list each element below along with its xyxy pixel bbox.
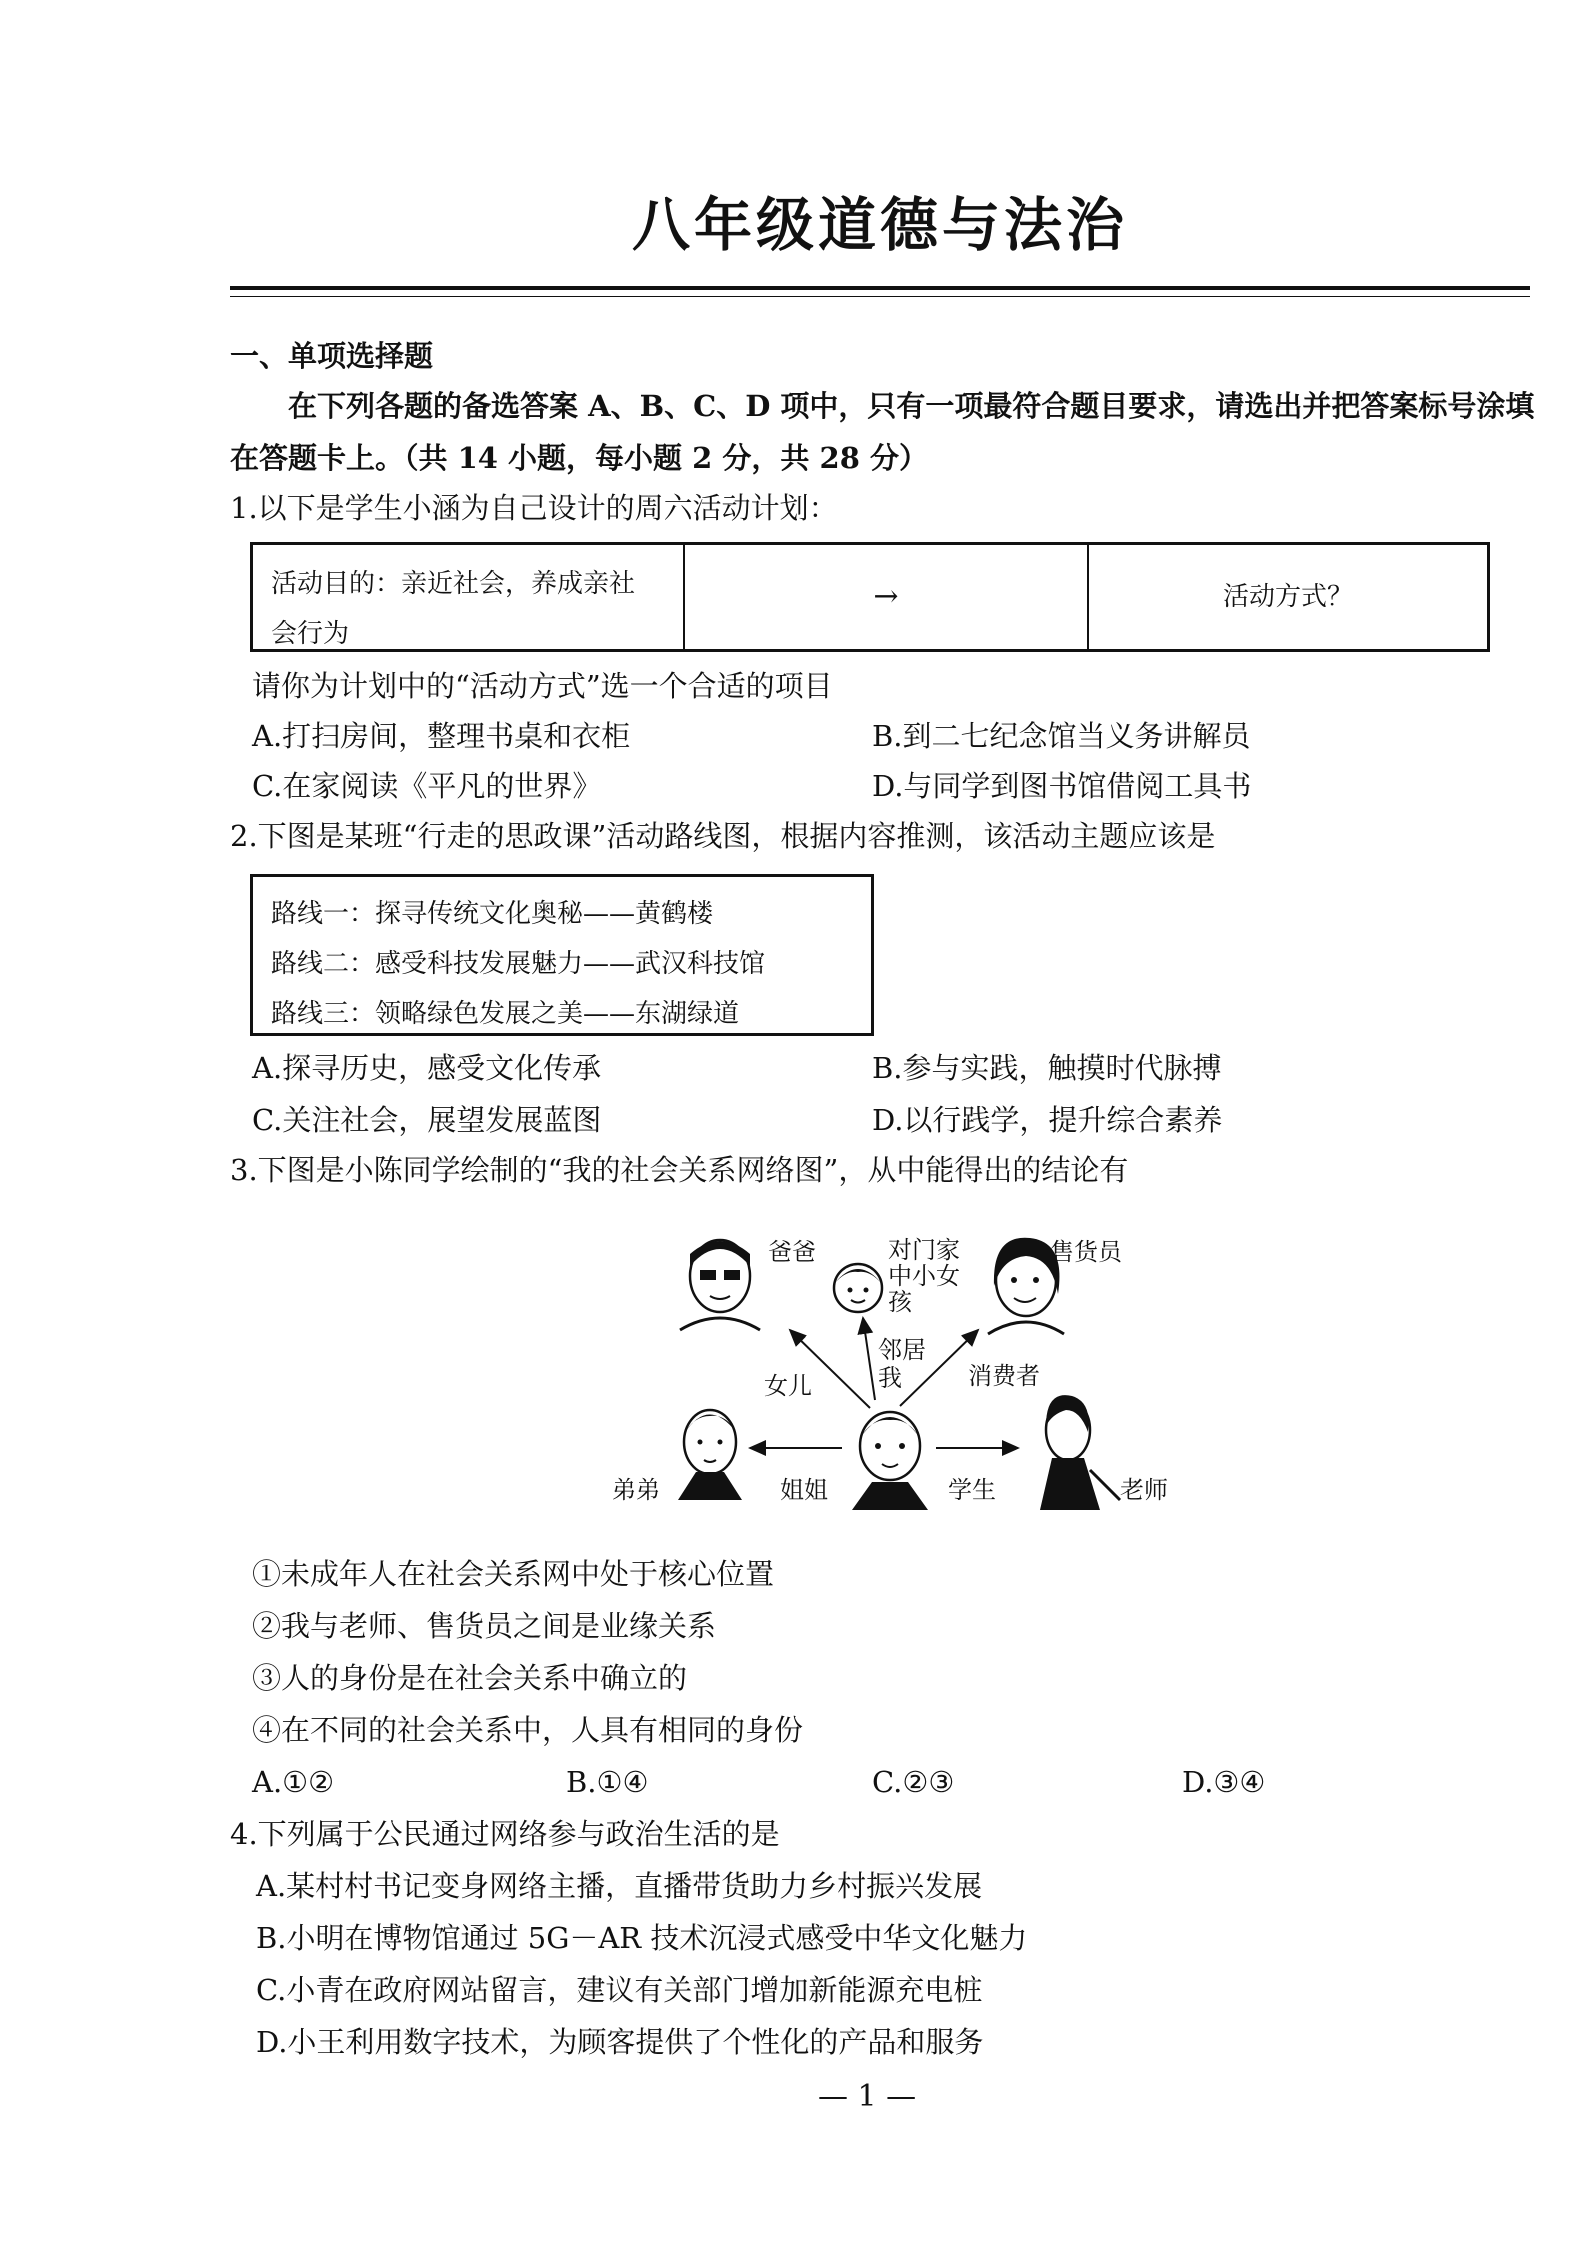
q2-option-c: C.关注社会，展望发展蓝图 bbox=[252, 1103, 602, 1137]
label-teacher: 老师 bbox=[1120, 1476, 1168, 1504]
q1-option-c: C.在家阅读《平凡的世界》 bbox=[252, 769, 602, 803]
label-neighbor-line2: 中小女 bbox=[888, 1262, 960, 1290]
q3-option-c: C.②③ bbox=[872, 1765, 955, 1799]
q1-table-arrow-cell: → bbox=[685, 545, 1089, 649]
q3-option-a: A.①② bbox=[252, 1765, 335, 1799]
q4-stem: 4.下列属于公民通过网络参与政治生活的是 bbox=[230, 1817, 780, 1851]
q1-table-purpose-line2: 会行为 bbox=[271, 619, 350, 649]
q4-option-c: C.小青在政府网站留言，建议有关部门增加新能源充电桩 bbox=[256, 1973, 983, 2007]
page-number: — 1 — bbox=[818, 2079, 917, 2114]
label-sister: 姐姐 bbox=[780, 1476, 828, 1504]
q3-stem: 3.下图是小陈同学绘制的“我的社会关系网络图”，从中能得出的结论有 bbox=[230, 1153, 1129, 1187]
label-student: 学生 bbox=[948, 1476, 996, 1504]
q1-plan-table bbox=[250, 542, 1490, 652]
q1-table-purpose-cell bbox=[253, 545, 685, 649]
label-brother: 弟弟 bbox=[612, 1476, 660, 1504]
q2-option-a: A.探寻历史，感受文化传承 bbox=[252, 1051, 602, 1085]
neighbor-girl-avatar bbox=[834, 1264, 882, 1312]
q2-option-d: D.以行践学，提升综合素养 bbox=[872, 1103, 1223, 1137]
q1-prompt: 请你为计划中的“活动方式”选一个合适的项目 bbox=[252, 669, 833, 703]
q2-route-3: 路线三：领略绿色发展之美——东湖绿道 bbox=[271, 999, 740, 1029]
q2-route-2: 路线二：感受科技发展魅力——武汉科技馆 bbox=[271, 949, 766, 979]
teacher-avatar bbox=[1040, 1395, 1120, 1510]
label-father: 爸爸 bbox=[768, 1238, 816, 1266]
title-rule-thin bbox=[230, 296, 1530, 297]
label-clerk: 售货员 bbox=[1050, 1238, 1122, 1266]
label-neighbor-line3: 孩 bbox=[888, 1288, 912, 1316]
father-avatar bbox=[680, 1240, 760, 1330]
page-title: 八年级道德与法治 bbox=[632, 191, 1129, 259]
q1-option-d: D.与同学到图书馆借阅工具书 bbox=[872, 769, 1252, 803]
q3-option-d: D.③④ bbox=[1182, 1765, 1266, 1799]
q3-option-b: B.①④ bbox=[566, 1765, 649, 1799]
q3-statement-3: ③人的身份是在社会关系中确立的 bbox=[252, 1661, 688, 1695]
arrow-to-neighbor bbox=[863, 1318, 875, 1400]
q4-option-a: A.某村村书记变身网络主播，直播带货助力乡村振兴发展 bbox=[256, 1869, 983, 1903]
label-neighbor-relation: 邻居 bbox=[878, 1336, 926, 1364]
title-rule-thick bbox=[230, 286, 1530, 290]
q3-social-network-diagram bbox=[600, 1210, 1200, 1530]
q2-route-box bbox=[250, 874, 874, 1036]
section-instructions-line2: 在答题卡上。（共 14 小题，每小题 2 分，共 28 分） bbox=[230, 441, 928, 475]
q2-stem: 2.下图是某班“行走的思政课”活动路线图，根据内容推测，该活动主题应该是 bbox=[230, 819, 1216, 853]
label-daughter: 女儿 bbox=[764, 1372, 812, 1400]
q4-option-d: D.小王利用数字技术，为顾客提供了个性化的产品和服务 bbox=[256, 2025, 984, 2059]
q1-table-purpose-line1: 活动目的：亲近社会，养成亲社 bbox=[271, 569, 636, 599]
label-consumer: 消费者 bbox=[968, 1362, 1040, 1390]
q1-table-method-cell: 活动方式？ bbox=[1222, 582, 1353, 612]
me-avatar bbox=[852, 1412, 928, 1510]
q1-option-a: A.打扫房间，整理书桌和衣柜 bbox=[252, 719, 631, 753]
q2-option-b: B.参与实践，触摸时代脉搏 bbox=[872, 1051, 1222, 1085]
section-instructions-line1: 在下列各题的备选答案 A、B、C、D 项中，只有一项最符合题目要求，请选出并把答案标号涂填 bbox=[288, 389, 1535, 423]
label-neighbor-line1: 对门家 bbox=[888, 1236, 960, 1264]
q1-stem: 1.以下是学生小涵为自己设计的周六活动计划： bbox=[230, 491, 838, 525]
q3-statement-4: ④在不同的社会关系中，人具有相同的身份 bbox=[252, 1713, 804, 1747]
q3-statement-2: ②我与老师、售货员之间是业缘关系 bbox=[252, 1609, 717, 1643]
label-me: 我 bbox=[878, 1364, 902, 1392]
brother-avatar bbox=[678, 1410, 742, 1500]
section-heading: 一、单项选择题 bbox=[230, 339, 434, 373]
q2-route-1: 路线一：探寻传统文化奥秘——黄鹤楼 bbox=[271, 899, 714, 929]
q4-option-b: B.小明在博物馆通过 5G－AR 技术沉浸式感受中华文化魅力 bbox=[256, 1921, 1028, 1955]
q1-option-b: B.到二七纪念馆当义务讲解员 bbox=[872, 719, 1251, 753]
q3-statement-1: ①未成年人在社会关系网中处于核心位置 bbox=[252, 1557, 775, 1591]
